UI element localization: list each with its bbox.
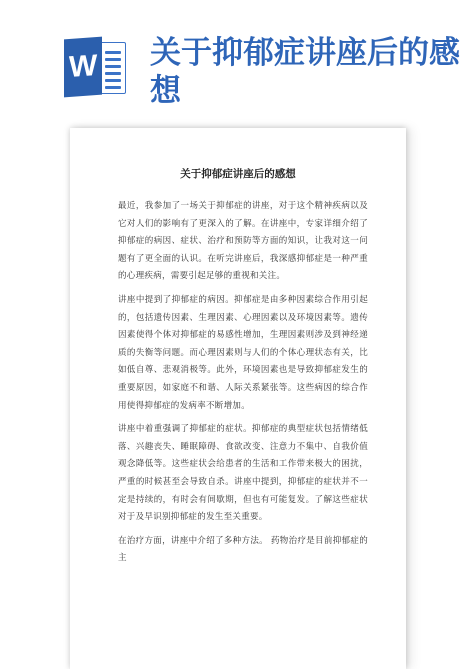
document-page — [70, 128, 406, 669]
word-document-icon — [64, 38, 126, 96]
document-title: 关于抑郁症讲座后的感想 — [180, 168, 296, 180]
page-header — [0, 0, 474, 110]
paragraph: 讲座中着重强调了抑郁症的症状。抑郁症的典型症状包括情绪低落、兴趣丧失、睡眠障碍、食欲改变、注意力不集中、自我价值观念降低等。这些症状会给患者的生活和工作带来极大的困扰，严重的时候甚至会导致自杀。讲座中提到，抑郁症的症状并不一定是持续的，有时会有间歇期，但也有可能复发。了解这些症状对于及早识别抑郁症的发生至关重要。 — [118, 424, 368, 523]
document-body — [118, 198, 368, 574]
paragraph: 最近，我参加了一场关于抑郁症的讲座，对于这个精神疾病以及它对人们的影响有了更深入的了解。在讲座中，专家详细介绍了抑郁症的病因、症状、治疗和预防等方面的知识，让我对这一问题有了更全面的认识。在听完讲座后，我深感抑郁症是一种严重的心理疾病，需要引起足够的重视和关注。 — [118, 201, 368, 282]
word-logo-letter: W — [64, 37, 102, 98]
paragraph: 在治疗方面，讲座中介绍了多种方法。 药物治疗是目前抑郁症的主 — [118, 535, 368, 564]
paragraph: 讲座中提到了抑郁症的病因。抑郁症是由多种因素综合作用引起的，包括遗传因素、生理因素、心理因素以及环境因素等。遗传因素使得个体对抑郁症的易感性增加，生理因素则涉及到神经递质的失衡等问题。而心理因素则与人们的个体心理状态有关，比如低自尊、悲观消极等。此外，环境因素也是导致抑郁症发生的重要原因，如家庭不和谐、人际关系紧张等。这些病因的综合作用使得抑郁症的发病率不断增加。 — [118, 294, 368, 411]
header-title: 关于抑郁症讲座后的感想 — [150, 35, 460, 109]
